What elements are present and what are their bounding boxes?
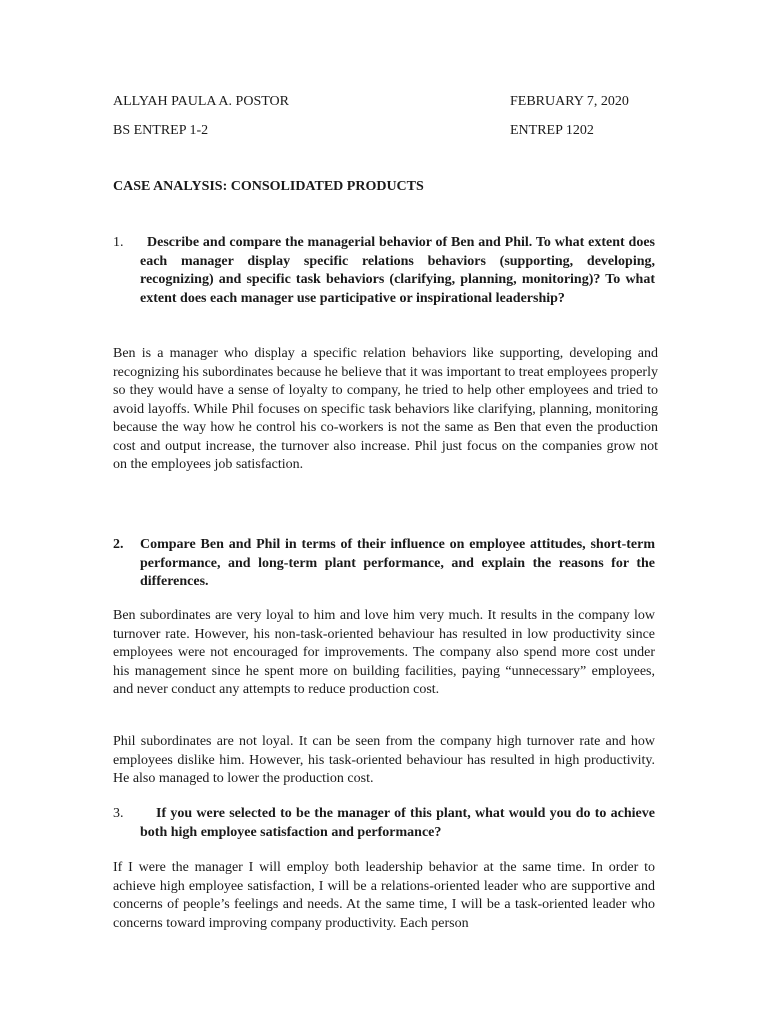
question-1-text: Describe and compare the managerial behavior of Ben and Phil. To what extent does each manager display specific relations behaviors (supporting, developing, recognizing) and specific task behaviors (clarifying, planning, monitoring)? To what extent does each manager use participative or inspirational leadership? — [140, 235, 655, 306]
question-2-number: 2. — [113, 537, 124, 552]
answer-3-paragraph: If I were the manager I will employ both leadership behavior at the same time. In order to achieve high employee satisfaction, I will be a relations-oriented leader who are supportive and concerns of people’s feelings and needs. At the same time, I will be a task-oriented leader who concerns toward improving company productivity. Each person — [113, 860, 655, 931]
question-3-number: 3. — [113, 806, 124, 821]
question-3-text: If you were selected to be the manager of this plant, what would you do to achieve both high employee satisfaction and performance? — [140, 806, 655, 840]
answer-2-paragraph-phil: Phil subordinates are not loyal. It can be seen from the company high turnover rate and how employees dislike him. However, his task-oriented behaviour has resulted in high productivity. He also managed to lower the production cost. — [113, 734, 655, 786]
answer-2-paragraph-ben: Ben subordinates are very loyal to him and love him very much. It results in the company low turnover rate. However, his non-task-oriented behaviour has resulted in low productivity since employees were not encouraged for improvements. The company also spend more cost under his management since he spent more on building facilities, paying “unnecessary” employees, and never conduct any attempts to reduce production cost. — [113, 608, 655, 697]
course-code: ENTREP 1202 — [510, 123, 594, 138]
document-title: CASE ANALYSIS: CONSOLIDATED PRODUCTS — [113, 179, 424, 194]
question-2-text: Compare Ben and Phil in terms of their influence on employee attitudes, short-term performance, and long-term plant performance, and explain the reasons for the differences. — [140, 537, 655, 589]
answer-1-paragraph: Ben is a manager who display a specific relation behaviors like supporting, developing and recognizing his subordinates because he believe that it was important to treat employees properly so they would have a sense of loyalty to company, he tried to help other employees and tried to avoid layoffs. While Phil focuses on specific task behaviors like clarifying, planning, monitoring because the way how he control his co-workers is not the same as Ben that even the production cost and output increase, the turnover also increase. Phil just focus on the companies grow not on the employees job satisfaction. — [113, 346, 658, 472]
document-date: FEBRUARY 7, 2020 — [510, 94, 629, 109]
program-section: BS ENTREP 1-2 — [113, 123, 209, 138]
question-1-number: 1. — [113, 235, 124, 250]
author-name: ALLYAH PAULA A. POSTOR — [113, 94, 289, 109]
